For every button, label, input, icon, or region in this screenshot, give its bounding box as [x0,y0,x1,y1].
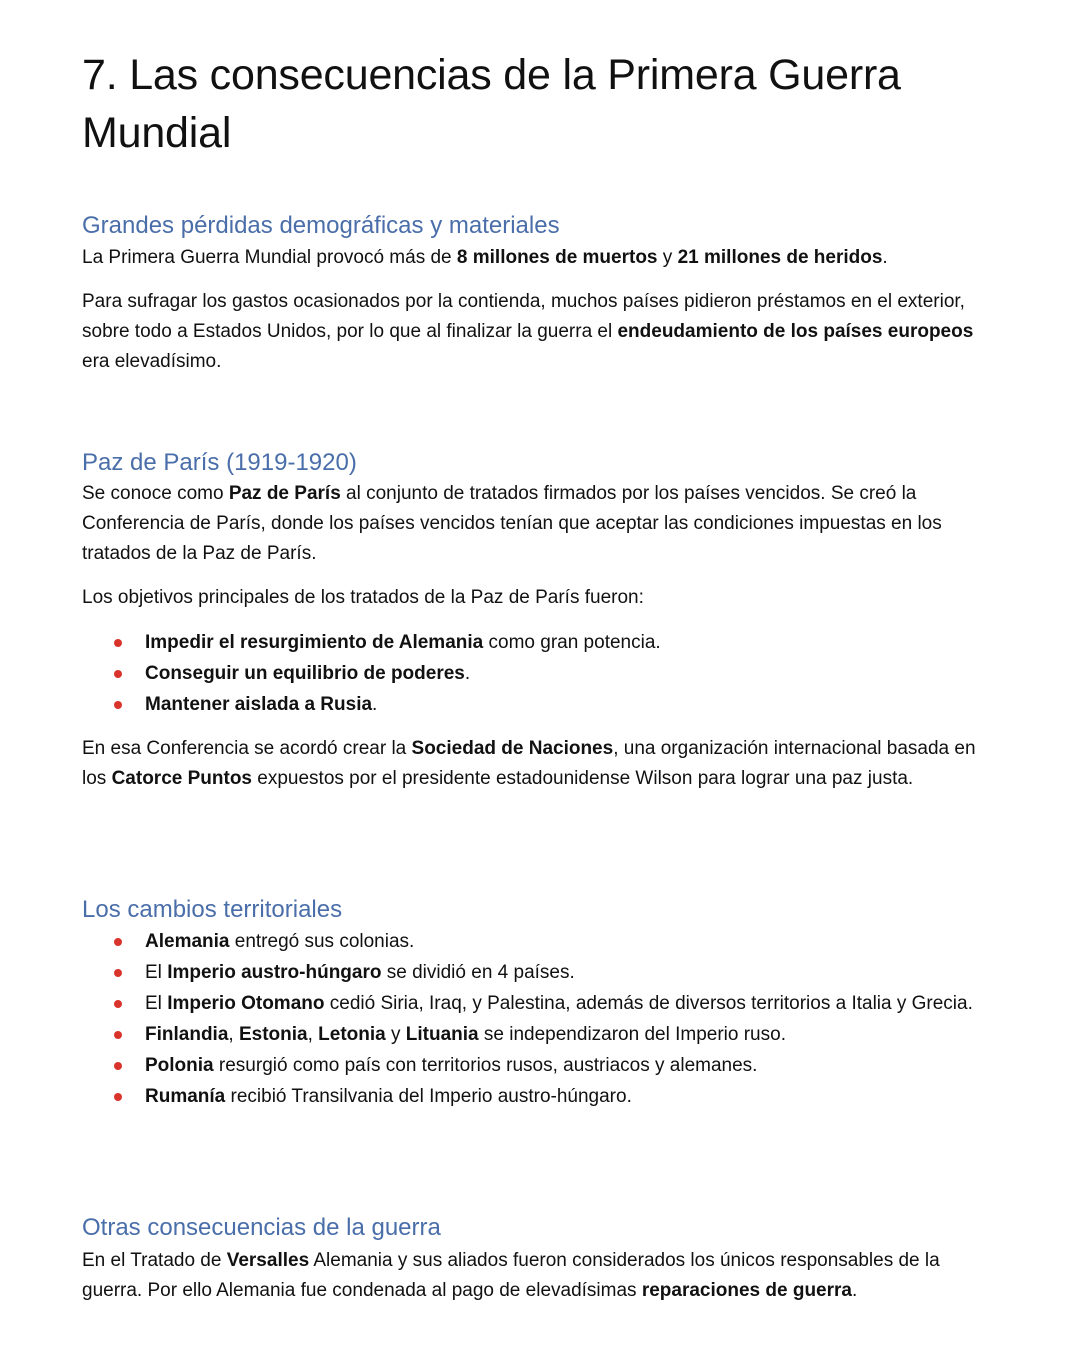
paragraph: La Primera Guerra Mundial provocó más de 8 millones de muertos y 21 millones de heridos. [82,247,888,268]
bullet-icon [114,1062,122,1070]
section-perdidas [82,211,1002,377]
list-item: Alemania entregó sus colonias. [82,926,1002,957]
objectives-list [82,627,1002,720]
section-heading: Los cambios territoriales [82,896,343,923]
page-title: 7. Las consecuencias de la Primera Guerra Mundial [82,51,901,157]
list-item: Rumanía recibió Transilvania del Imperio austro-húngaro. [82,1081,1002,1112]
bullet-icon [114,670,122,678]
list-item: Impedir el resurgimiento de Alemania como gran potencia. [82,627,1002,658]
paragraph: Se conoce como Paz de París al conjunto de tratados firmados por los países vencidos. Se creó la Conferencia de París, donde los países vencidos tenían que aceptar las condiciones impuestas en los tratados de la Paz de París. [82,483,942,564]
paragraph: En esa Conferencia se acordó crear la Sociedad de Naciones, una organización internacional basada en los Catorce Puntos expuestos por el presidente estadounidense Wilson para lograr una paz justa. [82,738,976,789]
list-item: Polonia resurgió como país con territorios rusos, austriacos y alemanes. [82,1050,1002,1081]
section-otras-consecuencias [82,1213,1002,1306]
bullet-icon [114,1000,122,1008]
list-item: Conseguir un equilibrio de poderes. [82,658,1002,689]
section-heading: Grandes pérdidas demográficas y materiales [82,212,560,239]
section-cambios-territoriales [82,895,1002,1112]
list-item: El Imperio Otomano cedió Siria, Iraq, y Palestina, además de diversos territorios a Italia y Grecia. [82,988,1002,1019]
section-heading: Paz de París (1919-1920) [82,449,357,476]
bullet-icon [114,969,122,977]
section-paz-de-paris [82,448,1002,794]
list-item: Mantener aislada a Rusia. [82,689,1002,720]
section-heading: Otras consecuencias de la guerra [82,1214,441,1241]
bullet-icon [114,639,122,647]
paragraph: Para sufragar los gastos ocasionados por la contienda, muchos países pidieron préstamos en el exterior, sobre todo a Estados Unidos, por lo que al finalizar la guerra el endeudamiento de los países europeos era elevadísimo. [82,291,974,372]
bullet-icon [114,1093,122,1101]
bullet-icon [114,701,122,709]
list-item: El Imperio austro-húngaro se dividió en 4 países. [82,957,1002,988]
bullet-icon [114,1031,122,1039]
bullet-icon [114,938,122,946]
paragraph: En el Tratado de Versalles Alemania y sus aliados fueron considerados los únicos responsables de la guerra. Por ello Alemania fue condenada al pago de elevadísimas reparaciones de guerra. [82,1250,940,1301]
territorial-list [82,926,1002,1112]
paragraph: Los objetivos principales de los tratados de la Paz de París fueron: [82,587,644,608]
list-item: Finlandia, Estonia, Letonia y Lituania se independizaron del Imperio ruso. [82,1019,1002,1050]
